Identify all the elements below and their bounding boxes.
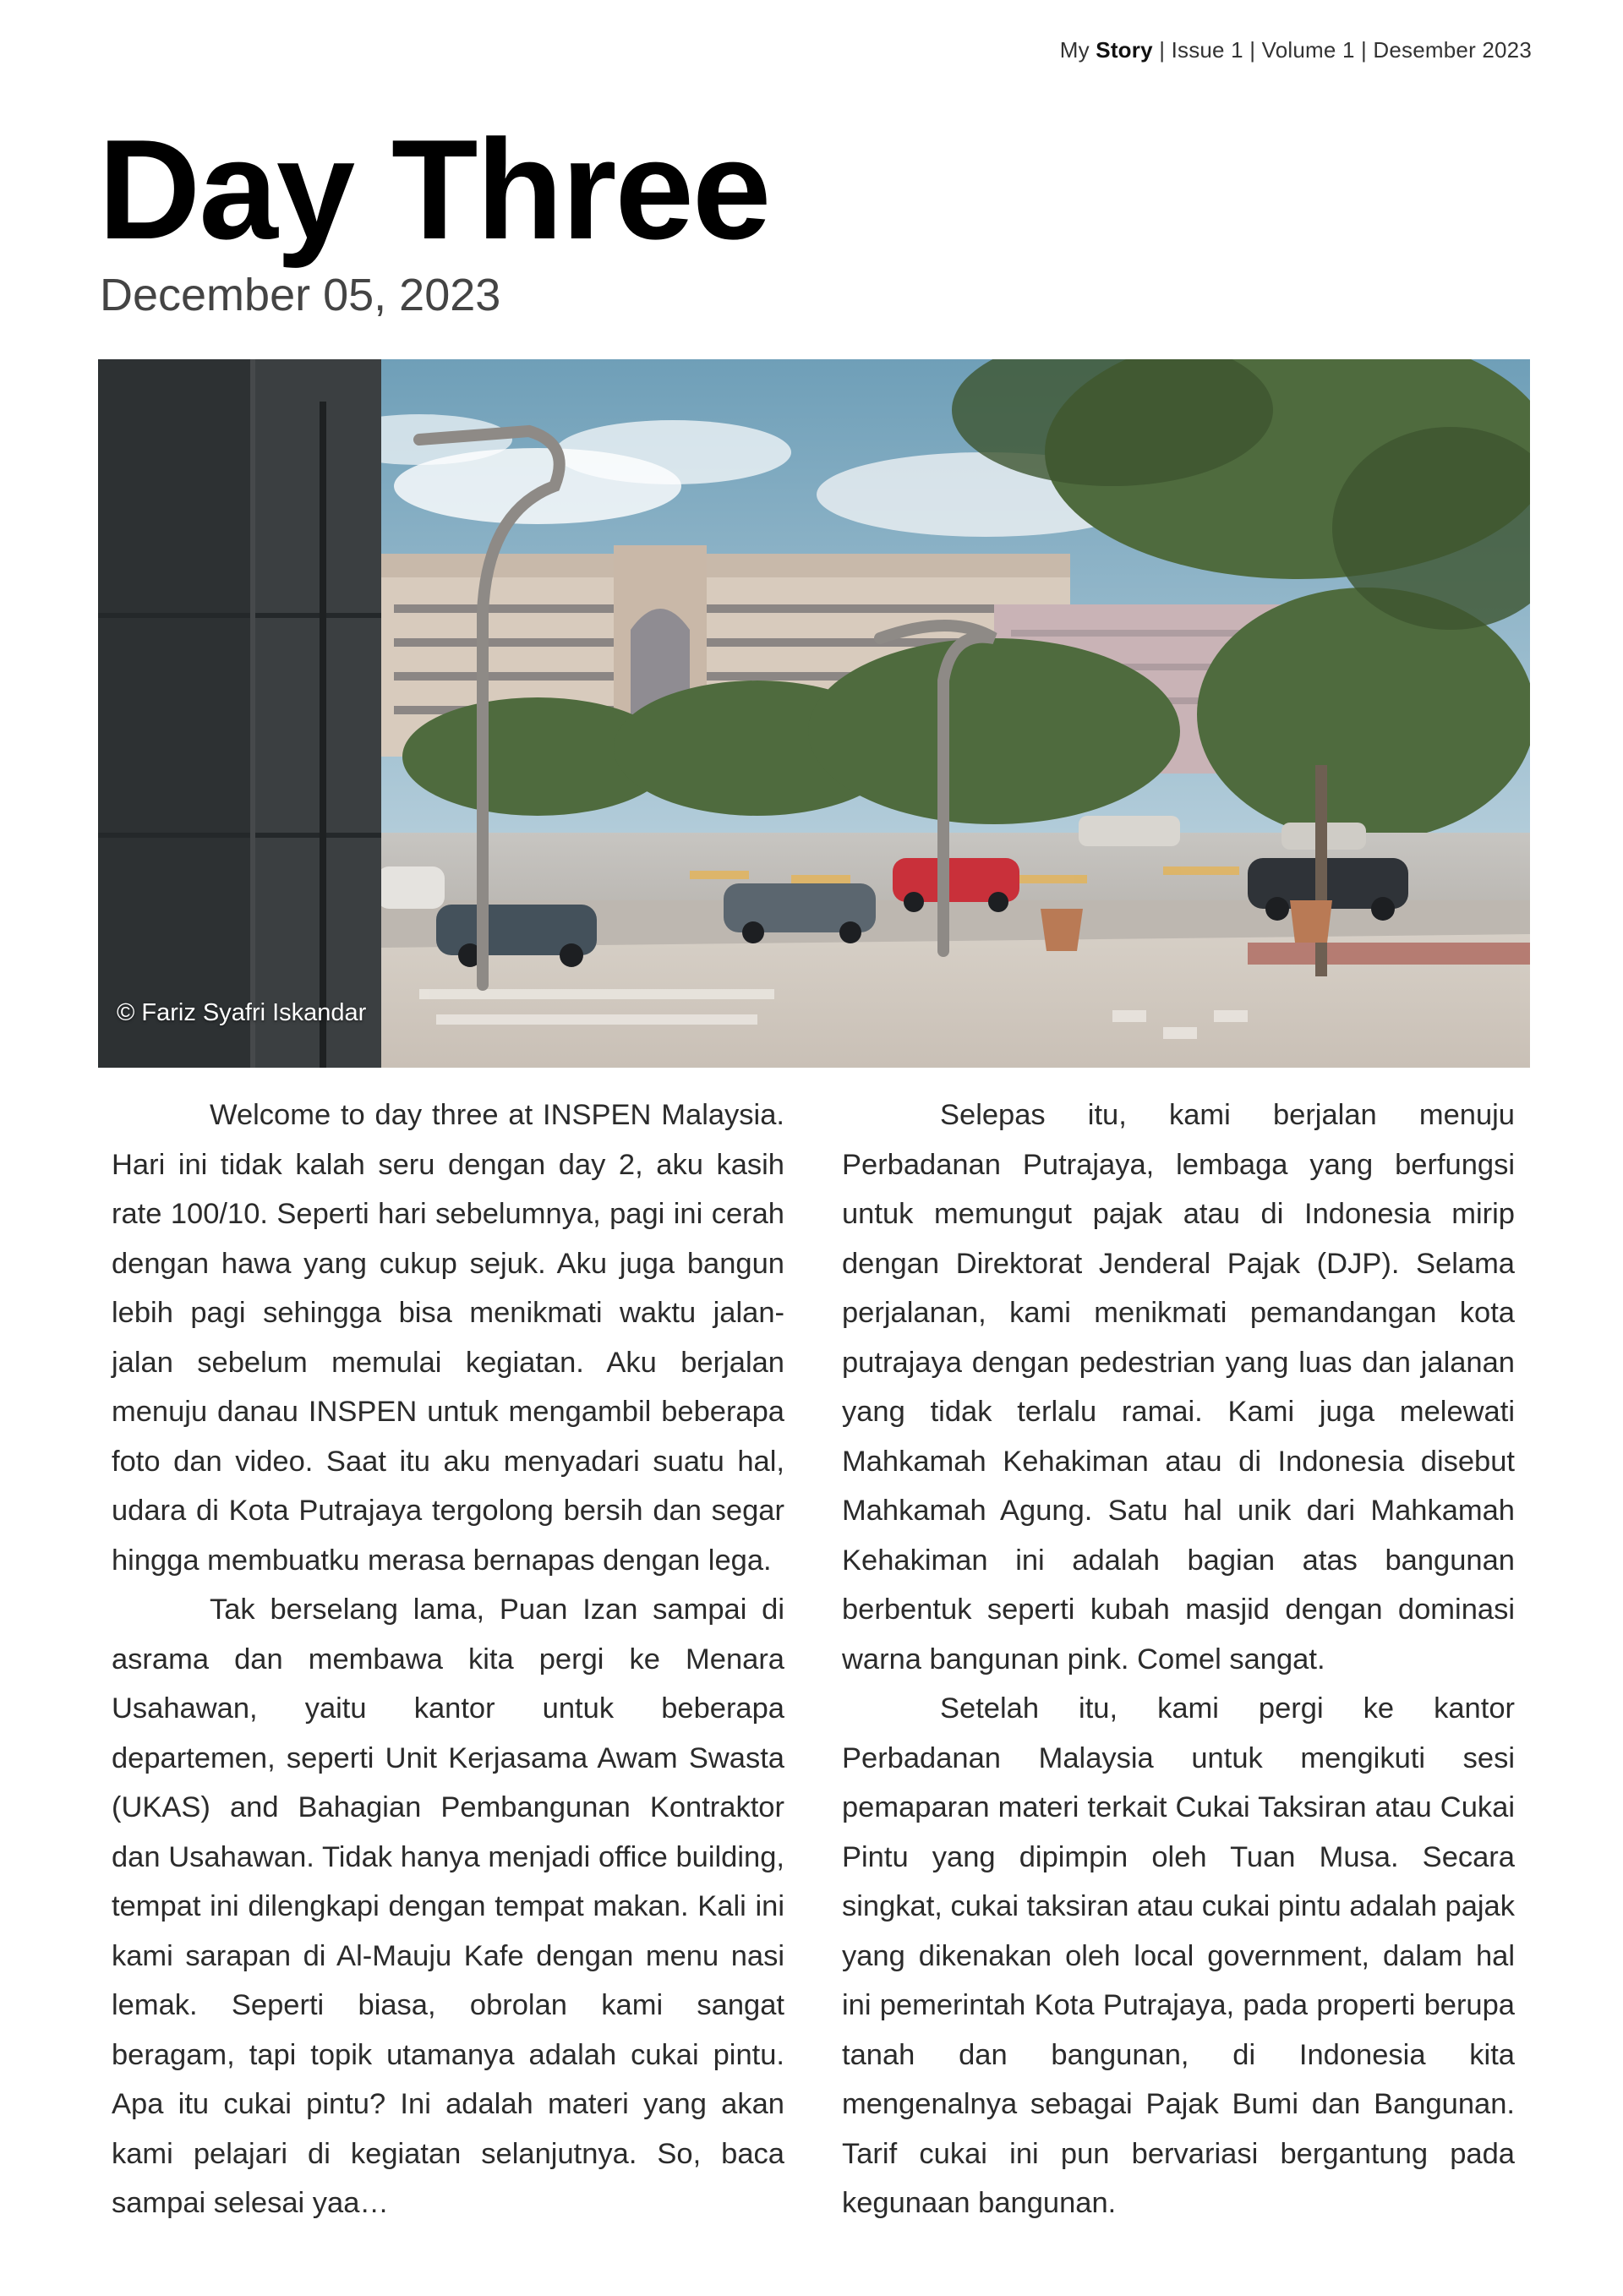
paragraph: Selepas itu, kami berjalan menuju Perbadanan Putrajaya, lembaga yang berfungsi untuk memungut pajak atau di Indonesia mirip dengan Direktorat Jenderal Pajak (DJP). Selama perjalanan, kami menikmati pemandangan kota putrajaya dengan pedestrian yang luas dan jalanan yang tidak terlalu ramai. Kami juga melewati Mahkamah Kehakiman atau di Indonesia disebut Mahkamah Agung. Satu hal unik dari Mahkamah Kehakiman ini adalah bagian atas bangunan berbentuk seperti kubah masjid dengan dominasi warna bangunan pink. Comel sangat. [842,1099,1515,1676]
paragraph: Tak berselang lama, Puan Izan sampai di asrama dan membawa kita pergi ke Menara Usahawan, yaitu kantor untuk beberapa departemen, seperti Unit Kerjasama Awam Swasta (UKAS) and Bahagian Pembangunan Kontraktor dan Usahawan. Tidak hanya menjadi office building, tempat ini dilengkapi dengan tempat makan. Kali ini kami sarapan di Al-Mauju Kafe dengan menu nasi lemak. Seperti biasa, obrolan kami sangat beragam, tapi topik utamanya adalah cukai pintu. Apa itu cukai pintu? Ini adalah materi yang akan kami pelajari di kegiatan selanjutnya. So, baca sampai selesai yaa… [112,1594,784,2219]
masthead-prefix: My [1059,37,1090,63]
page-title: Day Three [98,110,770,269]
photo-credit: © Fariz Syafri Iskandar [117,999,367,1026]
masthead-brand: Story [1096,37,1153,63]
article-date: December 05, 2023 [100,270,501,320]
paragraph: Setelah itu, kami pergi ke kantor Perbadanan Malaysia untuk mengikuti sesi pemaparan materi terkait Cukai Taksiran atau Cukai Pintu yang dipimpin oleh Tuan Musa. Secara singkat, cukai taksiran atau cukai pintu adalah pajak yang dikenakan oleh local government, dalam hal ini pemerintah Kota Putrajaya, pada properti berupa tanah dan bangunan, di Indonesia kita mengenalnya sebagai Pajak Bumi dan Bangunan. Tarif cukai ini pun bervariasi bergantung pada kegunaan bangunan. [842,1692,1515,2219]
column-left [112,1091,784,2219]
article-photo [98,359,1530,1068]
street-scene-illustration [98,359,1530,1068]
masthead-issue-info: | Issue 1 | Volume 1 | Desember 2023 [1159,37,1532,63]
masthead [1060,37,1532,63]
article-body [112,1091,1515,2219]
paragraph: Welcome to day three at INSPEN Malaysia. Hari ini tidak kalah seru dengan day 2, aku kasih rate 100/10. Seperti hari sebelumnya, pagi ini cerah dengan hawa yang cukup sejuk. Aku juga bangun lebih pagi sehingga bisa menikmati waktu jalan-jalan sebelum memulai kegiatan. Aku berjalan menuju danau INSPEN untuk mengambil beberapa foto dan video. Saat itu aku menyadari suatu hal, udara di Kota Putrajaya tergolong bersih dan segar hingga membuatku merasa bernapas dengan lega. [112,1099,784,1577]
column-right [842,1091,1515,2219]
